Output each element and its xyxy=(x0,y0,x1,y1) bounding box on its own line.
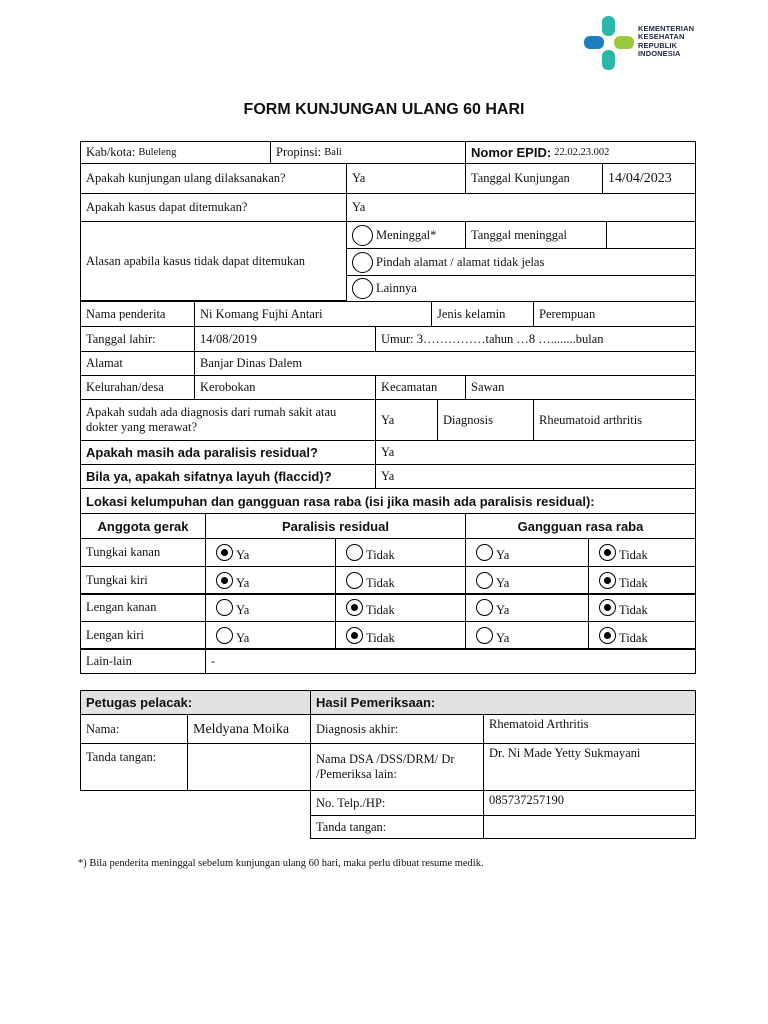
patient-name-label: Nama penderita xyxy=(80,301,195,327)
visit-question: Apakah kunjungan ulang dilaksanakan? xyxy=(80,163,347,194)
sensory-yes-label: Ya xyxy=(496,603,510,617)
reason-moved-label: Pindah alamat / alamat tidak jelas xyxy=(376,254,545,269)
paralysis-yes-label: Ya xyxy=(236,576,250,590)
sensory-yes-radio[interactable] xyxy=(476,627,493,644)
form-title: FORM KUNJUNGAN ULANG 60 HARI xyxy=(243,101,525,118)
reason-moved-option[interactable] xyxy=(346,248,696,276)
reason-other-radio[interactable] xyxy=(352,278,373,299)
sensory-yes-option[interactable] xyxy=(465,593,589,622)
sensory-yes-option[interactable] xyxy=(465,566,589,595)
paralysis-yes-label: Ya xyxy=(236,603,250,617)
limb-name: Tungkai kanan xyxy=(80,538,206,567)
paralysis-no-radio[interactable] xyxy=(346,544,363,561)
paralysis-yes-radio[interactable] xyxy=(216,572,233,589)
not-found-label: Alasan apabila kasus tidak dapat ditemukan xyxy=(80,221,347,301)
dob-label: Tanggal lahir: xyxy=(80,326,195,352)
sensory-no-radio[interactable] xyxy=(599,572,616,589)
phone-label: No. Telp./HP: xyxy=(310,790,484,816)
found-question: Apakah kasus dapat ditemukan? xyxy=(80,193,347,222)
sensory-no-option[interactable] xyxy=(588,538,696,567)
sensory-yes-label: Ya xyxy=(496,631,510,645)
reason-died-label: Meninggal* xyxy=(376,227,437,242)
exam-sign-label: Tanda tangan: xyxy=(310,815,484,839)
logo-text xyxy=(638,25,694,58)
sensory-yes-option[interactable] xyxy=(465,538,589,567)
location-title: Lokasi kelumpuhan dan gangguan rasa raba (isi jika masih ada paralisis residual): xyxy=(80,488,696,514)
paralysis-no-label: Tidak xyxy=(366,631,395,645)
diagnosis-value[interactable]: Rheumatoid arthritis xyxy=(533,399,696,441)
paralysis-yes-option[interactable] xyxy=(205,593,336,622)
age-value[interactable]: Umur: 3……………tahun …8 …........bulan xyxy=(375,326,696,352)
sensory-yes-radio[interactable] xyxy=(476,599,493,616)
reason-other-label: Lainnya xyxy=(376,281,417,295)
paralysis-no-label: Tidak xyxy=(366,576,395,590)
paralysis-no-option[interactable] xyxy=(335,566,466,595)
sensory-no-label: Tidak xyxy=(619,631,648,645)
diagnosis-question: Apakah sudah ada diagnosis dari rumah sakit atau dokter yang merawat? xyxy=(80,399,376,441)
paralysis-no-label: Tidak xyxy=(366,548,395,562)
village-label: Kelurahan/desa xyxy=(80,375,195,400)
address-label: Alamat xyxy=(80,351,195,376)
visit-date-label: Tanggal Kunjungan xyxy=(465,163,603,194)
sex-value[interactable]: Perempuan xyxy=(533,301,696,327)
sensory-no-radio[interactable] xyxy=(599,599,616,616)
paralysis-yes-option[interactable] xyxy=(205,566,336,595)
kab-cell xyxy=(80,141,271,164)
sensory-no-label: Tidak xyxy=(619,603,648,617)
dob-value[interactable]: 14/08/2019 xyxy=(194,326,376,352)
sensory-no-option[interactable] xyxy=(588,566,696,595)
paralysis-yes-label: Ya xyxy=(236,631,250,645)
limb-name: Lengan kanan xyxy=(80,593,206,622)
sensory-yes-radio[interactable] xyxy=(476,544,493,561)
paralysis-no-radio[interactable] xyxy=(346,599,363,616)
sensory-yes-option[interactable] xyxy=(465,621,589,650)
death-date-label: Tanggal meninggal xyxy=(465,221,607,249)
ministry-emblem-icon xyxy=(582,14,638,74)
reason-moved-radio[interactable] xyxy=(352,252,373,273)
address-value[interactable]: Banjar Dinas Dalem xyxy=(194,351,696,376)
tracker-name-label: Nama: xyxy=(80,714,188,744)
residual-question: Apakah masih ada paralisis residual? xyxy=(80,440,376,465)
visit-date-value[interactable]: 14/04/2023 xyxy=(602,163,696,194)
sensory-yes-label: Ya xyxy=(496,548,510,562)
residual-answer[interactable]: Ya xyxy=(375,440,696,465)
other-label: Lain-lain xyxy=(80,648,206,674)
limb-name: Tungkai kiri xyxy=(80,566,206,595)
found-answer[interactable]: Ya xyxy=(346,193,696,222)
flaccid-question: Bila ya, apakah sifatnya layuh (flaccid)? xyxy=(80,464,376,489)
kab-label: Kab/kota: xyxy=(86,145,136,159)
death-date-value[interactable] xyxy=(606,221,696,249)
sensory-header: Gangguan rasa raba xyxy=(465,513,696,539)
logo-line: INDONESIA xyxy=(638,48,681,58)
limb-header: Anggota gerak xyxy=(80,513,206,539)
village-value[interactable]: Kerobokan xyxy=(194,375,376,400)
ministry-logo xyxy=(582,14,700,74)
sensory-no-radio[interactable] xyxy=(599,544,616,561)
logo-line: KEMENTERIAN xyxy=(638,24,695,33)
flaccid-answer[interactable]: Ya xyxy=(375,464,696,489)
paralysis-yes-radio[interactable] xyxy=(216,599,233,616)
logo-line: KESEHATAN xyxy=(638,32,685,42)
sensory-no-label: Tidak xyxy=(619,576,648,590)
visit-answer[interactable]: Ya xyxy=(346,163,466,194)
sensory-no-radio[interactable] xyxy=(599,627,616,644)
paralysis-header: Paralisis residual xyxy=(205,513,466,539)
paralysis-yes-option[interactable] xyxy=(205,621,336,650)
paralysis-no-option[interactable] xyxy=(335,593,466,622)
paralysis-no-label: Tidak xyxy=(366,603,395,617)
paralysis-no-radio[interactable] xyxy=(346,627,363,644)
footnote: *) Bila penderita meninggal sebelum kunjungan ulang 60 hari, maka perlu dibuat resume medik. xyxy=(78,858,484,869)
paralysis-no-option[interactable] xyxy=(335,538,466,567)
province-value[interactable]: Bali xyxy=(324,147,342,158)
epid-cell xyxy=(465,141,696,164)
tracker-title: Petugas pelacak: xyxy=(80,690,311,715)
paralysis-no-option[interactable] xyxy=(335,621,466,650)
epid-value[interactable]: 22.02.23.002 xyxy=(554,147,610,158)
tracker-sign-label: Tanda tangan: xyxy=(80,743,188,791)
examiner-value[interactable]: Dr. Ni Made Yetty Sukmayani xyxy=(483,743,696,791)
province-label: Propinsi: xyxy=(276,145,322,159)
paralysis-no-radio[interactable] xyxy=(346,572,363,589)
kab-value[interactable]: Buleleng xyxy=(138,147,177,158)
exam-sign-value[interactable] xyxy=(483,815,696,839)
epid-label: Nomor EPID: xyxy=(471,145,552,160)
phone-value[interactable]: 085737257190 xyxy=(483,790,696,816)
limb-name: Lengan kiri xyxy=(80,621,206,650)
paralysis-yes-option[interactable] xyxy=(205,538,336,567)
province-cell xyxy=(270,141,466,164)
diagnosis-label: Diagnosis xyxy=(437,399,534,441)
other-value[interactable]: - xyxy=(205,648,696,674)
sex-label: Jenis kelamin xyxy=(431,301,534,327)
paralysis-yes-radio[interactable] xyxy=(216,544,233,561)
reason-died-radio[interactable] xyxy=(352,225,373,246)
paralysis-yes-label: Ya xyxy=(236,548,250,562)
final-diagnosis-value[interactable]: Rhematoid Arthritis xyxy=(483,714,696,744)
final-diagnosis-label: Diagnosis akhir: xyxy=(310,714,484,744)
exam-title: Hasil Pemeriksaan: xyxy=(310,690,696,715)
district-value[interactable]: Sawan xyxy=(465,375,696,400)
reason-other-option[interactable] xyxy=(346,275,696,302)
sensory-no-option[interactable] xyxy=(588,593,696,622)
sensory-no-option[interactable] xyxy=(588,621,696,650)
paralysis-yes-radio[interactable] xyxy=(216,627,233,644)
logo-line: REPUBLIK xyxy=(638,40,678,50)
sensory-yes-label: Ya xyxy=(496,576,510,590)
sensory-yes-radio[interactable] xyxy=(476,572,493,589)
examiner-label: Nama DSA /DSS/DRM/ Dr /Pemeriksa lain: xyxy=(310,743,484,791)
diagnosis-answer[interactable]: Ya xyxy=(375,399,438,441)
tracker-name-value[interactable]: Meldyana Moika xyxy=(187,714,311,744)
sensory-no-label: Tidak xyxy=(619,548,648,562)
district-label: Kecamatan xyxy=(375,375,466,400)
patient-name-value[interactable]: Ni Komang Fujhi Antari xyxy=(194,301,432,327)
reason-died-option[interactable] xyxy=(346,221,466,249)
tracker-sign-value[interactable] xyxy=(187,743,311,791)
